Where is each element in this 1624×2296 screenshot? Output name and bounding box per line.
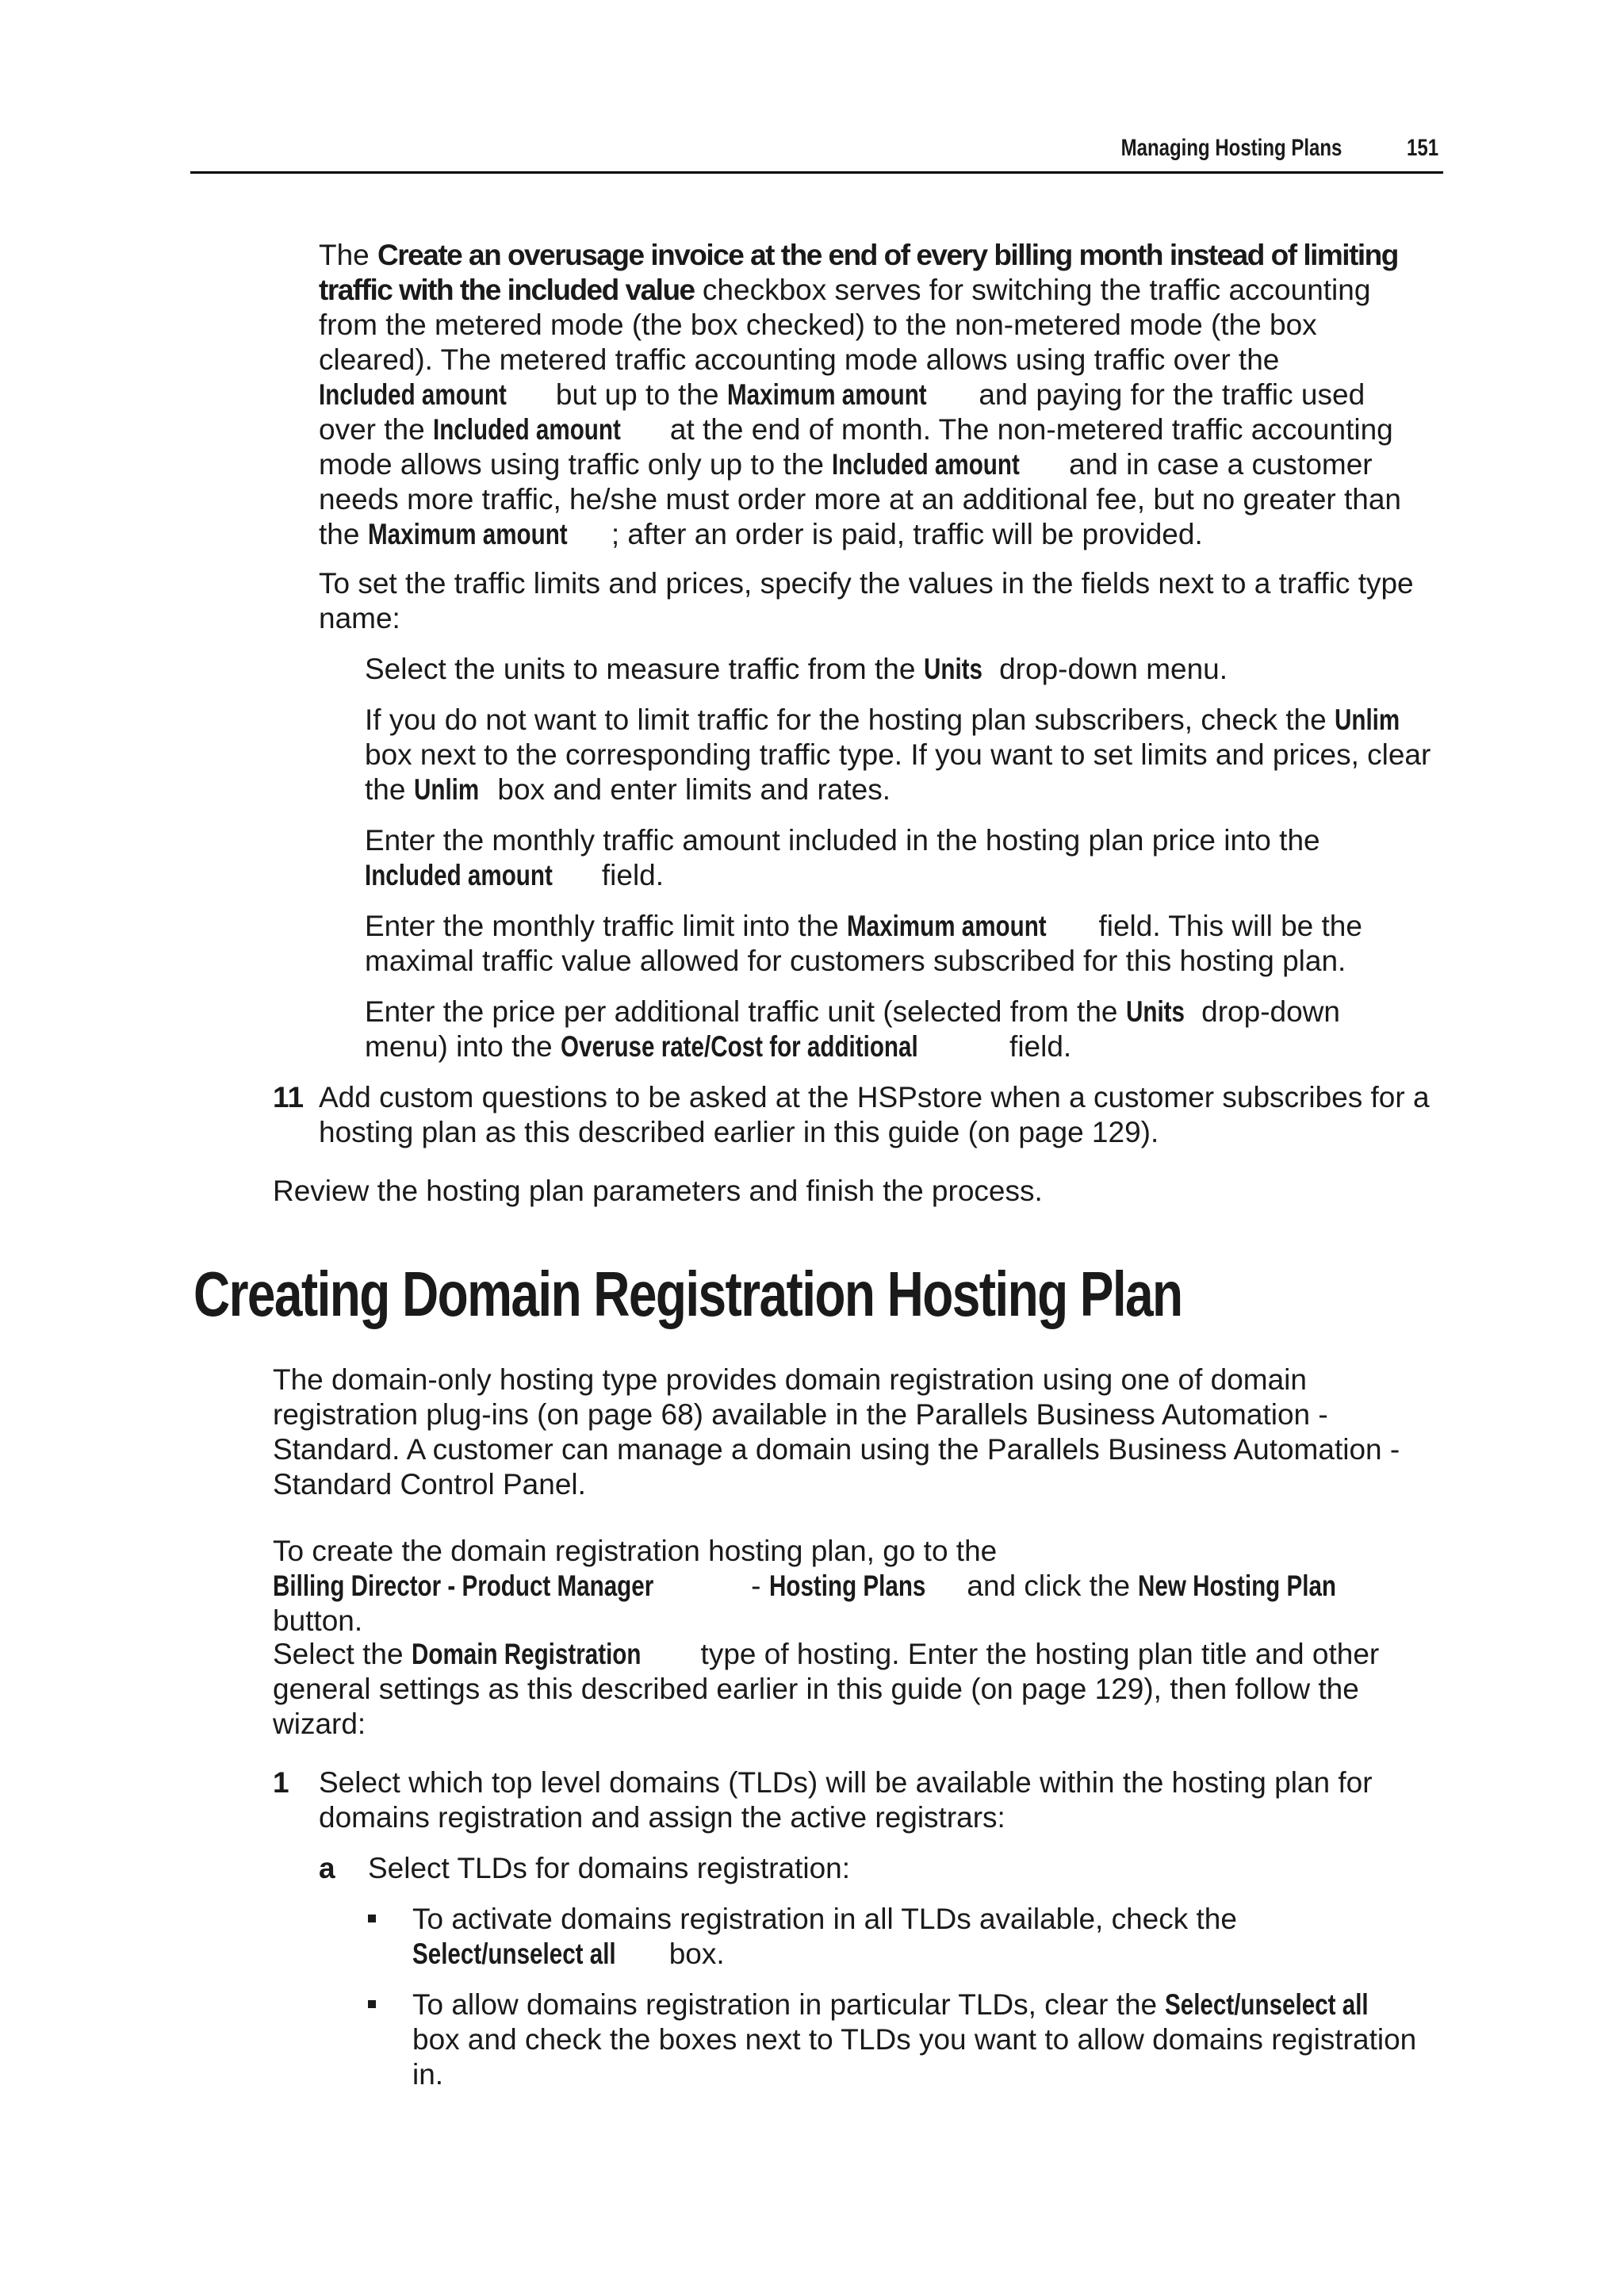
ui-label: Unlim (413, 773, 479, 806)
substep-units (365, 652, 1443, 687)
paragraph-domain-only: The domain-only hosting type provides domain registration using one of domain registration plug-ins (on page 68) available in the Parallels Business Automation - Standard. A customer can manage a domain using the Parallels Business Automation - Standard Control Panel. (273, 1363, 1400, 1501)
text: box next to the corresponding traffic type. If you want to set limits and prices, clear the (365, 738, 1431, 806)
ui-label: Units (923, 653, 982, 685)
text: Select the (273, 1638, 412, 1670)
substep-maximum-amount (365, 909, 1443, 979)
substep-letter: a (319, 1852, 335, 1884)
paragraph-create-plan (273, 1534, 1446, 1639)
text: box. (661, 1938, 725, 1970)
ui-label: New Hosting Plan (1138, 1570, 1337, 1602)
ui-label: Billing Director - Product Manager (273, 1570, 654, 1602)
text: box and enter limits and rates. (489, 773, 891, 806)
text: at the end of month. The non-metered traffic accounting mode allows using traffic only up to the (319, 413, 1393, 481)
step-custom-questions: Add custom questions to be asked at the HSPstore when a customer subscribes for a hosting plan as this described earlier in this guide (on page 129). (319, 1081, 1430, 1148)
ui-label: Create an overusage invoice at the end of every billing month instead of limiting traffic with the included value (319, 239, 1398, 306)
text: Enter the monthly traffic amount included in the hosting plan price into the (365, 824, 1320, 857)
text: To create the domain registration hosting plan, go to the (273, 1535, 998, 1567)
text: drop-down menu) into the (365, 995, 1340, 1063)
paragraph-traffic-limits: To set the traffic limits and prices, specify the values in the fields next to a traffic type name: (319, 567, 1414, 634)
ui-label: Maximum amount (726, 378, 927, 411)
paragraph-review: Review the hosting plan parameters and finish the process. (273, 1175, 1043, 1207)
text: but up to the (547, 378, 727, 411)
substep-select-tlds: Select TLDs for domains registration: (368, 1852, 851, 1884)
bullet-item-all-tlds (412, 1902, 1427, 1972)
text: - (742, 1570, 769, 1602)
step-number: 1 (273, 1766, 289, 1799)
paragraph-overusage-checkbox (319, 238, 1429, 552)
ui-label: Included amount (319, 378, 507, 411)
text: To activate domains registration in all TLDs available, check the (412, 1903, 1237, 1935)
ui-label: Domain Registration (411, 1638, 642, 1670)
substep-unlim (365, 703, 1443, 807)
section-heading: Creating Domain Registration Hosting Plan (193, 1259, 1182, 1329)
text: If you do not want to limit traffic for the hosting plan subscribers, check the (365, 703, 1335, 736)
text: Enter the monthly traffic limit into the (365, 910, 848, 942)
ui-label: Maximum amount (367, 518, 568, 550)
bullet-icon (368, 1915, 376, 1922)
page-header (190, 133, 1443, 174)
ui-label: Select/unselect all (412, 1938, 616, 1970)
text: and paying for the traffic used over the (319, 378, 1365, 446)
text: Enter the price per additional traffic unit (selected from the (365, 995, 1126, 1028)
text: and in case a customer needs more traffic, he/she must order more at an additional fee, but no greater than the (319, 448, 1402, 550)
bullet-item-particular-tlds (412, 1987, 1427, 2092)
text: drop-down menu. (990, 653, 1228, 685)
text: field. This will be the maximal traffic value allowed for customers subscribed for this hosting plan. (365, 910, 1362, 977)
ui-label: Unlim (1335, 703, 1400, 736)
text: checkbox serves for switching the traffic accounting from the metered mode (the box checked) to the non-metered mode (the box cleared). The metered traffic accounting mode allows using traffic over the (319, 274, 1371, 376)
text: type of hosting. Enter the hosting plan title and other general settings as this described earlier in this guide (on page 129), then follow the wizard: (273, 1638, 1380, 1740)
ui-label: Units (1125, 995, 1185, 1028)
step-select-tlds: Select which top level domains (TLDs) will be available within the hosting plan for domains registration and assign the active registrars: (319, 1766, 1373, 1834)
substep-included-amount (365, 823, 1396, 893)
text: field. (593, 859, 665, 891)
text: button. (273, 1604, 363, 1637)
text: box and check the boxes next to TLDs you want to allow domains registration in. (412, 2023, 1417, 2091)
step-number: 11 (273, 1081, 304, 1114)
text: To allow domains registration in particular TLDs, clear the (412, 1988, 1166, 2021)
bullet-icon (368, 2000, 376, 2008)
running-header-title: Managing Hosting Plans (1120, 135, 1342, 161)
ui-label: Included amount (365, 859, 553, 891)
ui-label: Included amount (832, 448, 1020, 481)
text: and click the (959, 1570, 1139, 1602)
text: ; after an order is paid, traffic will be provided. (611, 518, 1203, 550)
text: Select the units to measure traffic from the (365, 653, 924, 685)
ui-label: Overuse rate/Cost for additional (560, 1030, 918, 1063)
ui-label: Select/unselect all (1165, 1988, 1369, 2021)
ui-label: Maximum amount (847, 910, 1047, 942)
substep-overuse-rate (365, 995, 1396, 1064)
text: The (319, 239, 378, 271)
text: field. (1001, 1030, 1072, 1063)
ui-label: Hosting Plans (768, 1570, 926, 1602)
page-number: 151 (1406, 135, 1438, 161)
paragraph-select-type (273, 1637, 1399, 1742)
ui-label: Included amount (432, 413, 621, 446)
